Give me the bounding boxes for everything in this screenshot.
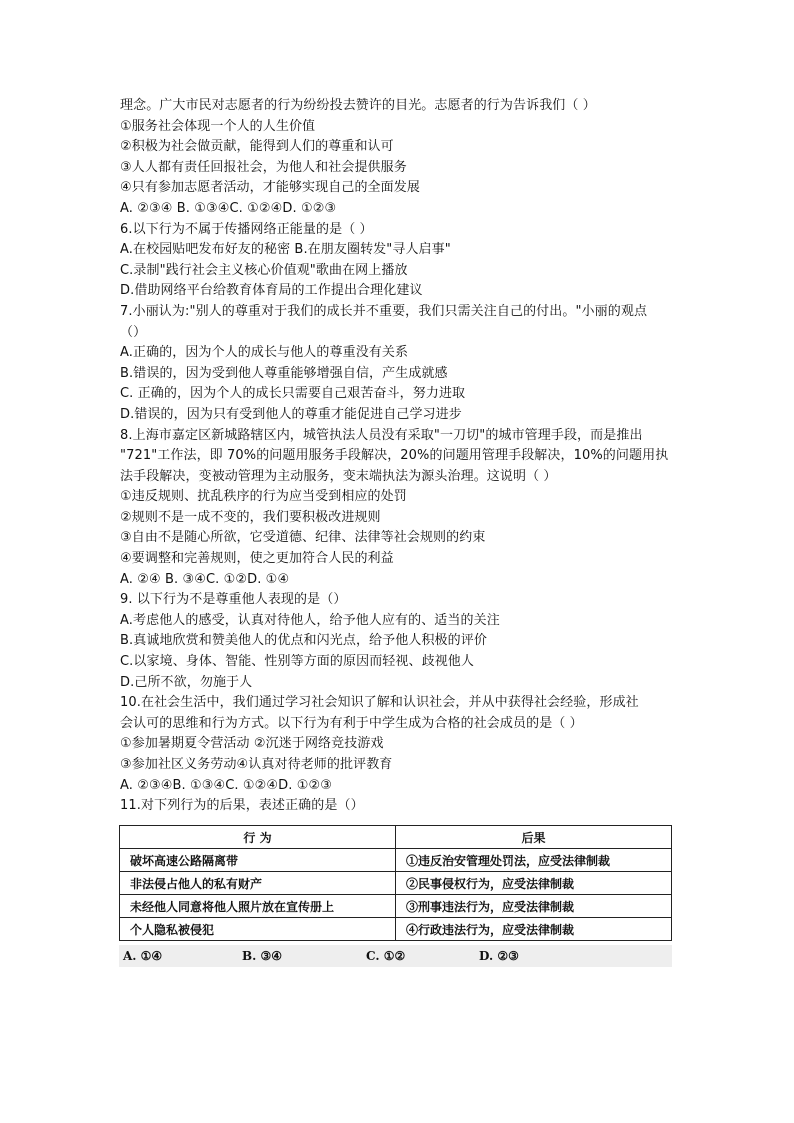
option-b: B. ③④ [242, 949, 283, 963]
text-line: 理念。广大市民对志愿者的行为纷纷投去赞许的目光。志愿者的行为告诉我们（ ） [120, 98, 596, 113]
table-row [120, 872, 672, 895]
table-cell: ②民事侵权行为，应受法律制裁 [396, 872, 672, 895]
text-line: （） [120, 324, 147, 340]
table-cell: 破坏高速公路隔离带 [120, 849, 396, 872]
text-line: ④只有参加志愿者活动，才能够实现自己的全面发展 [120, 180, 420, 196]
text-line: 9. 以下行为不是尊重他人表现的是（） [120, 592, 347, 608]
text-line: ②规则不是一成不变的，我们要积极改进规则 [120, 509, 381, 525]
text-line: ①参加暑期夏令营活动 ②沉迷于网络竞技游戏 [120, 736, 384, 752]
table-row [120, 849, 672, 872]
text-line: C.录制"践行社会主义核心价值观"歌曲在网上播放 [120, 262, 408, 278]
table-cell: 未经他人同意将他人照片放在宣传册上 [120, 895, 396, 918]
option-a: A. ①④ [123, 949, 163, 963]
table-cell: 个人隐私被侵犯 [120, 918, 396, 941]
table-cell: ①违反治安管理处罚法，应受法律制裁 [396, 849, 672, 872]
table-cell: ③刑事违法行为，应受法律制裁 [396, 895, 672, 918]
table-header-consequence: 后果 [396, 826, 672, 849]
text-line: B.真诚地欣赏和赞美他人的优点和闪光点，给予他人积极的评价 [120, 633, 487, 649]
text-line: ①服务社会体现一个人的人生价值 [120, 118, 316, 134]
text-line: A. ②③④B. ①③④C. ①②④D. ①②③ [120, 777, 332, 793]
text-line: 10.在社会生活中，我们通过学习社会知识了解和认识社会，并从中获得社会经验，形成社 [120, 695, 639, 711]
text-line: A.正确的，因为个人的成长与他人的尊重没有关系 [120, 345, 409, 361]
text-line: ①违反规则、扰乱秩序的行为应当受到相应的处罚 [120, 489, 407, 505]
answer-options [119, 945, 672, 967]
text-line: 6.以下行为不属于传播网络正能量的是（ ） [120, 221, 373, 237]
text-line: 法手段解决，变被动管理为主动服务，变末端执法为源头治理。这说明（ ） [120, 468, 557, 484]
text-line: A.在校园贴吧发布好友的秘密 B.在朋友圈转发"寻人启事" [120, 242, 451, 258]
text-line: 7.小丽认为:"别人的尊重对于我们的成长并不重要，我们只需关注自己的付出。"小丽的观点 [120, 303, 648, 319]
text-line: A. ②③④ B. ①③④C. ①②④D. ①②③ [120, 200, 337, 216]
option-c: C. ①② [366, 949, 406, 963]
option-d: D. ②③ [479, 949, 519, 963]
table-cell: 非法侵占他人的私有财产 [120, 872, 396, 895]
text-line: ③人人都有责任回报社会，为他人和社会提供服务 [120, 159, 407, 175]
text-line: C. 正确的，因为个人的成长只需要自己艰苦奋斗，努力进取 [120, 386, 466, 402]
text-line: "721"工作法，即 70%的问题用服务手段解决，20%的问题用管理手段解决，10%的问题用执 [120, 448, 669, 464]
text-line: ④要调整和完善规则，使之更加符合人民的利益 [120, 551, 394, 567]
table-row [120, 895, 672, 918]
text-line: 8.上海市嘉定区新城路辖区内，城管执法人员没有采取"一刀切"的城市管理手段，而是推出 [120, 427, 643, 443]
behavior-consequence-table [119, 825, 672, 941]
text-line: ③自由不是随心所欲，它受道德、纪律、法律等社会规则的约束 [120, 530, 486, 546]
table-header-behavior: 行 为 [120, 826, 396, 849]
table-row [120, 918, 672, 941]
text-line: A. ②④ B. ③④C. ①②D. ①④ [120, 571, 290, 587]
text-line: C.以家境、身体、智能、性别等方面的原因而轻视、歧视他人 [120, 654, 475, 670]
text-line: 11.对下列行为的后果，表述正确的是（） [120, 798, 364, 814]
text-line: D.借助网络平台给教育体育局的工作提出合理化建议 [120, 283, 423, 299]
question-text [120, 96, 680, 817]
text-line: 会认可的思维和行为方式。以下行为有利于中学生成为合格的社会成员的是（ ） [120, 715, 583, 731]
table-cell: ④行政违法行为，应受法律制裁 [396, 918, 672, 941]
text-line: B.错误的，因为受到他人尊重能够增强自信，产生成就感 [120, 365, 448, 381]
text-line: ③参加社区义务劳动④认真对待老师的批评教育 [120, 757, 393, 772]
text-line: ②积极为社会做贡献，能得到人们的尊重和认可 [120, 139, 394, 155]
text-line: D.己所不欲，勿施于人 [120, 674, 253, 690]
text-line: D.错误的，因为只有受到他人的尊重才能促进自己学习进步 [120, 406, 462, 422]
table-header-row [120, 826, 672, 849]
text-line: A.考虑他人的感受，认真对待他人，给予他人应有的、适当的关注 [120, 612, 500, 628]
